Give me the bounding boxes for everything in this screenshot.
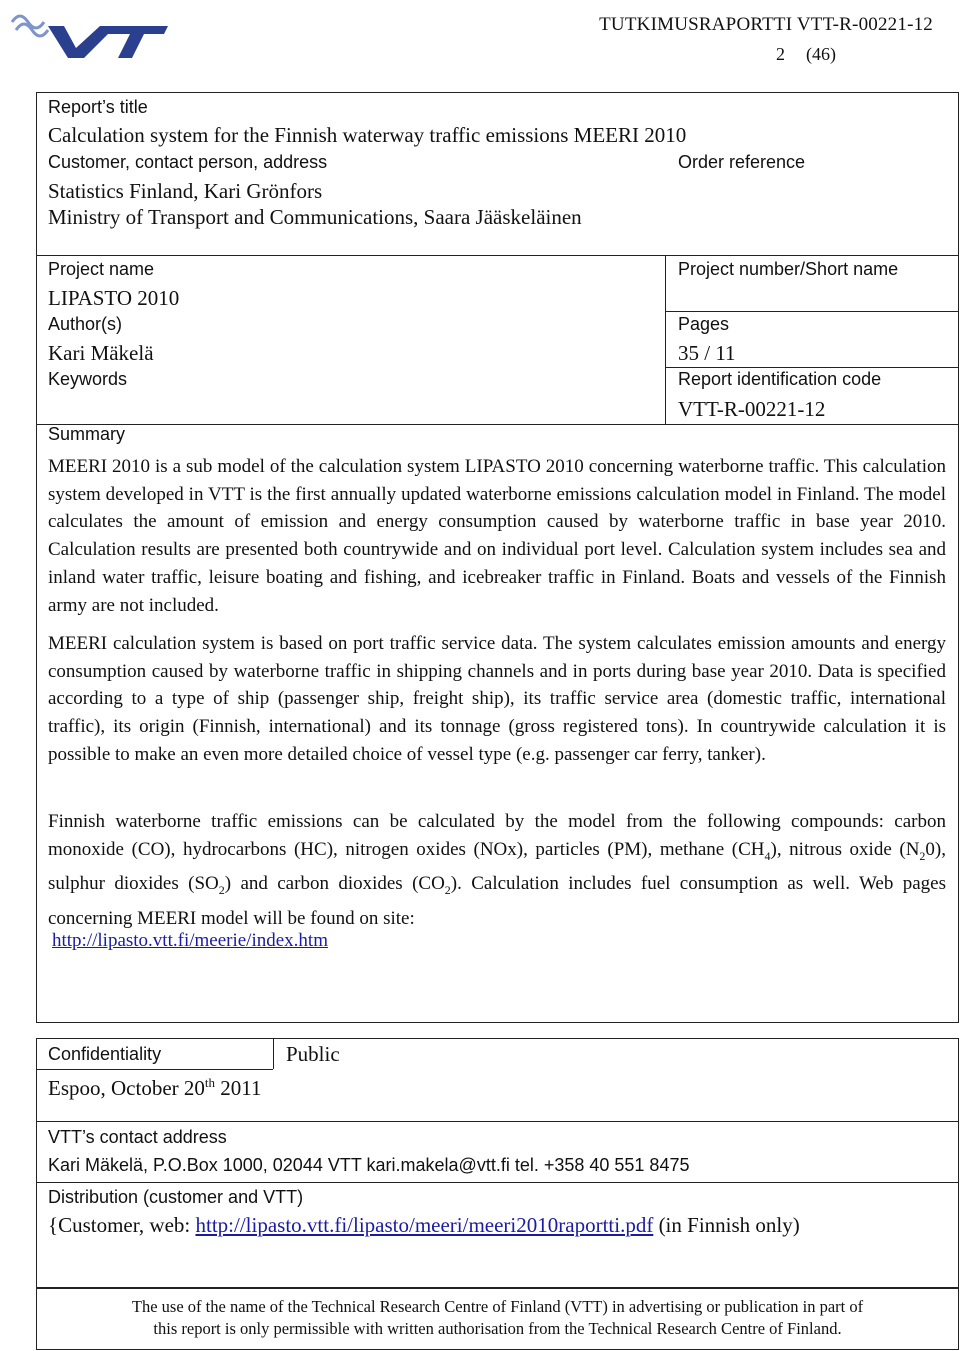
confidentiality-label: Confidentiality (48, 1044, 162, 1064)
confidentiality-value: Public (286, 1042, 340, 1066)
column-divider (665, 256, 666, 424)
title-label: Report’s title (48, 97, 148, 117)
title-customer-box (36, 92, 959, 256)
summary-paragraph-1: MEERI 2010 is a sub model of the calculation system LIPASTO 2010 concerning waterborne traffic. This calculation system developed in VTT is the first annually updated waterborne emissions calculation model in Finland. The model calculates the amount of emission and energy consumption caused by waterborne traffic in base year 2010. Calculation results are presented both countrywide and on individual port level. Calculation system includes sea and inland water traffic, leisure boating and fishing, and icebreaker traffic in Finland. Boats and vessels of the Finnish army are not included. (48, 456, 946, 616)
summary-paragraph-3: Finnish waterborne traffic emissions can be calculated by the model from the following compounds: carbon monoxide (CO), hydrocarbons (HC), nitrogen oxides (NOx), particles (PM), methane $(CH_4)$, nitrous oxide $(N_20)$, sulphur dioxides $(SO_2)$ and carbon dioxides $(CO_2)$. Calculation includes fuel consumption as well. Web pages concerning MEERI model will be found on site: (48, 811, 946, 929)
project-name-label: Project name (48, 259, 155, 279)
customer-line-2: Ministry of Transport and Communications, Saara Jääskeläinen (48, 205, 582, 229)
summary-label: Summary (48, 424, 126, 444)
divider (37, 1182, 959, 1183)
pages-label: Pages (678, 314, 730, 334)
footer-note (36, 1296, 959, 1340)
place-date: Espoo, October 20th 2011 (48, 1075, 262, 1100)
divider (665, 367, 959, 368)
distribution-label: Distribution (customer and VTT) (48, 1187, 304, 1207)
vtt-logo (8, 4, 168, 60)
column-divider (273, 1039, 274, 1069)
report-id: VTT-R-00221-12 (678, 397, 826, 421)
report-id-label: Report identification code (678, 369, 882, 389)
contact-label: VTT’s contact address (48, 1127, 227, 1147)
project-name: LIPASTO 2010 (48, 286, 180, 310)
customer-label: Customer, contact person, address (48, 152, 328, 172)
meeri-link-wrap (52, 930, 328, 952)
report-code: TUTKIMUSRAPORTTI VTT-R-00221-12 (599, 14, 933, 35)
project-number-label: Project number/Short name (678, 259, 899, 279)
order-reference-label: Order reference (678, 152, 806, 172)
summary-paragraph-2: MEERI calculation system is based on port traffic service data. The system calculates emission amounts and energy consumption caused by waterborne traffic in shipping channels and in ports during base year 2010. Data is specified according to a type of ship (passenger ship, freight ship), its traffic service area (domestic traffic, international traffic), its origin (Finnish, international) and its tonnage (gross registered tons). In countrywide calculation it is possible to make an even more detailed choice of vessel type (e.g. passenger car ferry, tanker). (48, 633, 946, 765)
authors: Kari Mäkelä (48, 341, 154, 365)
divider (665, 311, 959, 312)
customer-line-1: Statistics Finland, Kari Grönfors (48, 179, 323, 203)
page-number: 2 (776, 44, 785, 64)
divider (37, 1121, 959, 1122)
footer-line-2: this report is only permissible with written authorisation from the Technical Research Centre of Finland. (153, 1319, 842, 1338)
authors-label: Author(s) (48, 314, 123, 334)
keywords-label: Keywords (48, 369, 128, 389)
distribution-value: {Customer, web: http://lipasto.vtt.fi/lipasto/meeri/meeri2010raportti.pdf (in Finnish only) (48, 1213, 800, 1237)
report-pdf-link[interactable]: http://lipasto.vtt.fi/lipasto/meeri/meeri2010raportti.pdf (195, 1213, 654, 1237)
meeri-link[interactable]: http://lipasto.vtt.fi/meerie/index.htm (52, 930, 328, 951)
summary-divider (37, 424, 959, 425)
pages: 35 / 11 (678, 341, 736, 365)
footer-line-1: The use of the name of the Technical Research Centre of Finland (VTT) in advertising or publication in part of (131, 1297, 864, 1316)
confidentiality-box (36, 1038, 959, 1288)
report-title: Calculation system for the Finnish waterway traffic emissions MEERI 2010 (48, 123, 687, 147)
page-total: (46) (806, 44, 836, 64)
contact-value: Kari Mäkelä, P.O.Box 1000, 02044 VTT kari.makela@vtt.fi tel. +358 40 551 8475 (48, 1155, 690, 1175)
divider (37, 1069, 273, 1070)
